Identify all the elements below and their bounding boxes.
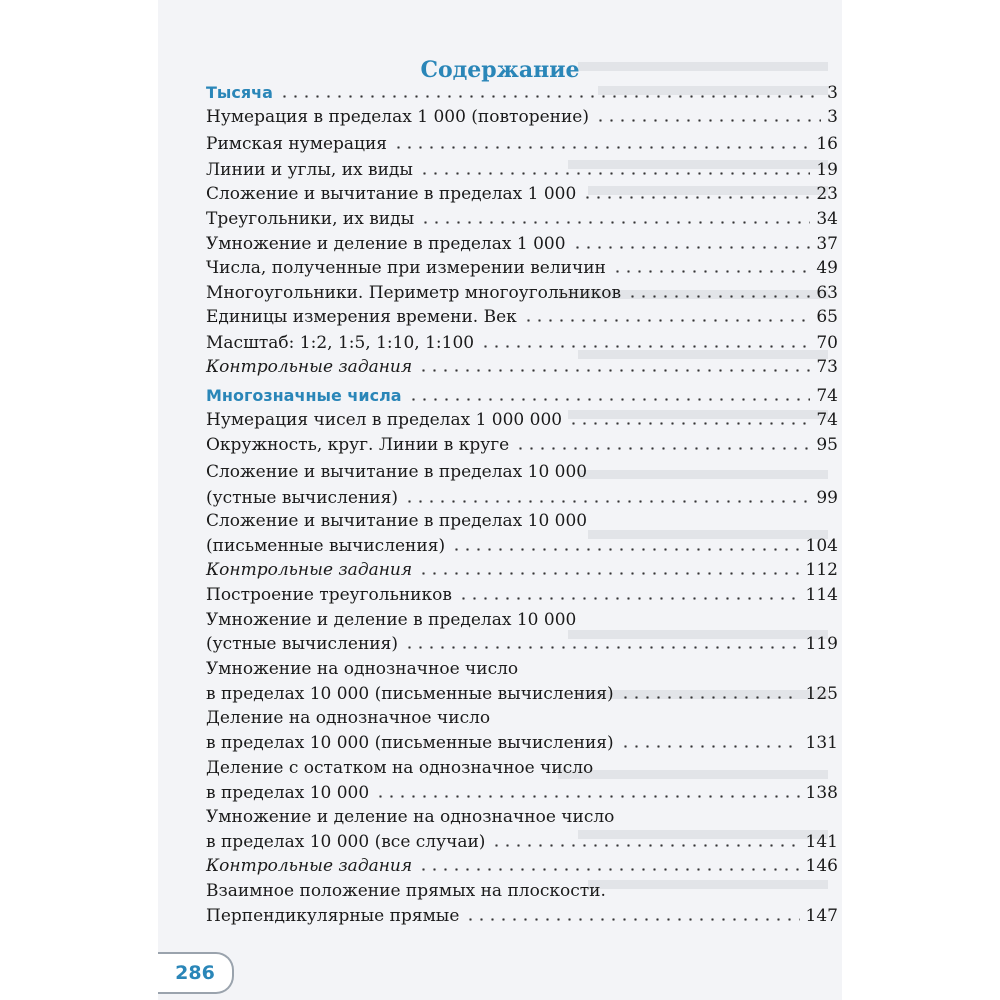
toc-entry[interactable]: Масштаб: 1:2, 1:5, 1:10, 1:100 70 — [206, 333, 838, 353]
toc-entry[interactable]: Треугольники, их виды 34 — [206, 209, 838, 229]
toc-entry-continuation[interactable]: в пределах 10 000 (все случаи) 141 — [206, 832, 838, 852]
toc-entry[interactable]: Взаимное положение прямых на плоскости. — [206, 881, 606, 901]
toc-section-heading[interactable]: Многозначные числа 74 — [206, 386, 838, 406]
toc-entry-continuation[interactable]: в пределах 10 000 (письменные вычисления) 131 — [206, 733, 838, 753]
toc-entry-continuation[interactable]: (устные вычисления) 99 — [206, 488, 838, 508]
toc-entry[interactable]: Линии и углы, их виды 19 — [206, 160, 838, 180]
toc-entry-continuation[interactable]: Перпендикулярные прямые 147 — [206, 906, 838, 926]
toc-entry[interactable]: Многоугольники. Периметр многоугольников 63 — [206, 283, 838, 303]
toc-entry-continuation[interactable]: (письменные вычисления) 104 — [206, 536, 838, 556]
toc-entry[interactable]: Деление с остатком на однозначное число — [206, 758, 594, 778]
toc-entry[interactable]: Деление на однозначное число — [206, 708, 491, 728]
toc-entry[interactable]: Окружность, круг. Линии в круге 95 — [206, 435, 838, 455]
toc-entry-test[interactable]: Контрольные задания 112 — [206, 560, 838, 580]
toc-entry-continuation[interactable]: в пределах 10 000 138 — [206, 783, 838, 803]
toc-title: Содержание — [420, 57, 580, 83]
toc-entry[interactable]: Умножение и деление на однозначное число — [206, 807, 615, 827]
toc-entry[interactable]: Единицы измерения времени. Век 65 — [206, 307, 838, 327]
toc-entry[interactable]: Сложение и вычитание в пределах 10 000 — [206, 511, 588, 531]
page-number: 286 — [158, 952, 234, 994]
toc-entry[interactable]: Нумерация чисел в пределах 1 000 000 74 — [206, 410, 838, 430]
toc-entry[interactable]: Числа, полученные при измерении величин 49 — [206, 258, 838, 278]
toc-entry[interactable]: Сложение и вычитание в пределах 1 000 23 — [206, 184, 838, 204]
toc-entry[interactable]: Умножение и деление в пределах 10 000 — [206, 610, 577, 630]
toc-entry[interactable]: Римская нумерация 16 — [206, 134, 838, 154]
toc-entry[interactable]: Построение треугольников 114 — [206, 585, 838, 605]
toc-section-heading[interactable]: Тысяча 3 — [206, 83, 838, 103]
toc-entry[interactable]: Нумерация в пределах 1 000 (повторение) 3 — [206, 107, 838, 127]
toc-entry[interactable]: Умножение на однозначное число — [206, 659, 519, 679]
toc-entry-test[interactable]: Контрольные задания 146 — [206, 856, 838, 876]
toc-entry-test[interactable]: Контрольные задания 73 — [206, 357, 838, 377]
toc-entry-continuation[interactable]: в пределах 10 000 (письменные вычисления) 125 — [206, 684, 838, 704]
toc-entry[interactable]: Умножение и деление в пределах 1 000 37 — [206, 234, 838, 254]
book-page — [158, 0, 842, 1000]
toc-entry-continuation[interactable]: (устные вычисления) 119 — [206, 634, 838, 654]
toc-entry[interactable]: Сложение и вычитание в пределах 10 000 — [206, 462, 588, 482]
